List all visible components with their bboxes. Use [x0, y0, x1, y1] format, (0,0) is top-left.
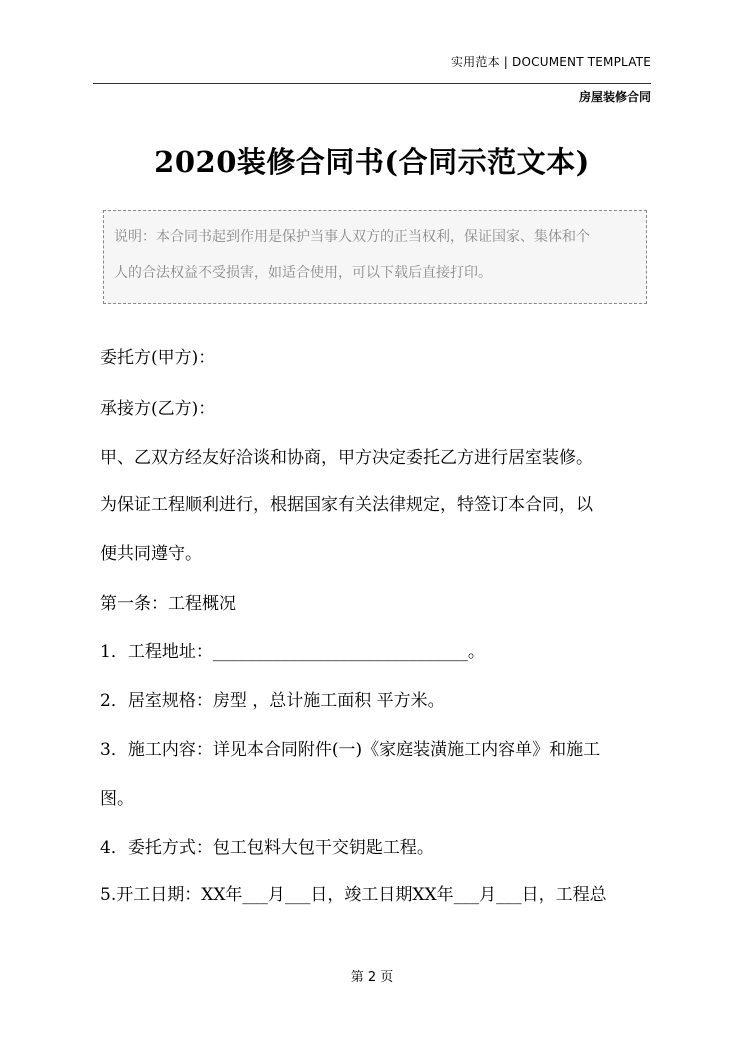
page-number: 第 2 页 [350, 970, 394, 985]
body-line: 2．居室规格：房型 ，总计施工面积 平方米。 [100, 691, 445, 711]
header-doc-category: 房屋装修合同 [578, 90, 651, 104]
note-line: 说明：本合同书起到作用是保护当事人双方的正当权利，保证国家、集体和个 [114, 229, 590, 245]
body-line: 为保证工程顺利进行，根据国家有关法律规定，特签订本合同，以 [100, 495, 593, 515]
body-line: 承接方(乙方)： [100, 399, 216, 419]
body-line: 3．施工内容：详见本合同附件(一)《家庭装潢施工内容单》和施工 [100, 740, 601, 760]
body-line: 4．委托方式：包工包料大包干交钥匙工程。 [100, 838, 434, 858]
body-line: 甲、乙双方经友好洽谈和协商，甲方决定委托乙方进行居室装修。 [100, 448, 593, 468]
section-heading: 第一条：工程概况 [100, 594, 236, 614]
body-line: 1．工程地址：______________________________。 [100, 642, 485, 662]
header-divider [93, 83, 651, 84]
note-line: 人的合法权益不受损害，如适合使用，可以下载后直接打印。 [114, 265, 492, 281]
body-line: 图。 [100, 789, 134, 809]
document-title: 2020装修合同书(合同示范文本) [154, 145, 590, 179]
body-line: 便共同遵守。 [100, 544, 202, 564]
header-doc-template: 实用范本 | DOCUMENT TEMPLATE [450, 55, 651, 69]
note-box [103, 210, 647, 304]
body-line: 5.开工日期：XX年___月___日，竣工日期XX年___月___日，工程总 [100, 885, 607, 905]
body-line: 委托方(甲方)： [100, 348, 216, 368]
